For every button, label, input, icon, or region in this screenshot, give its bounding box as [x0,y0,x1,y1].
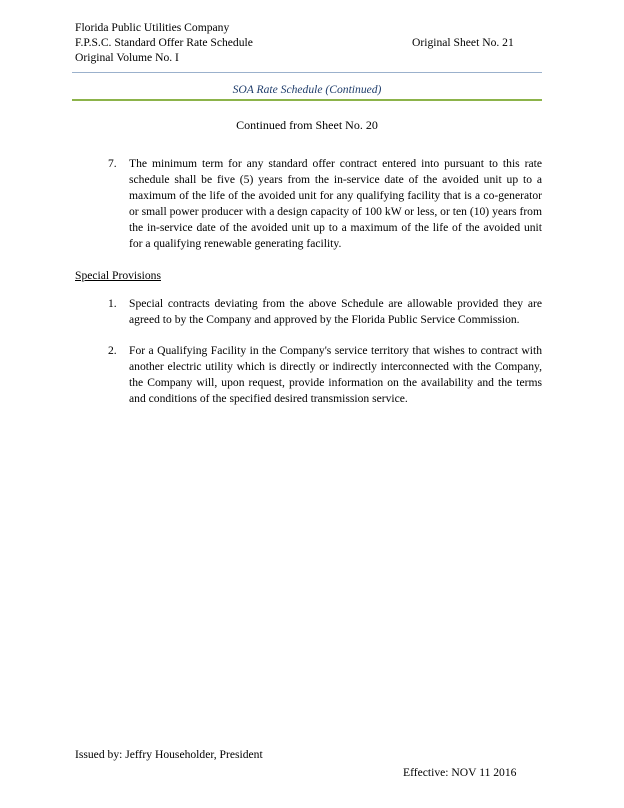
provision-item-number: 1. [108,297,117,310]
issued-by: Issued by: Jeffry Householder, President [75,748,263,761]
sheet-number: Original Sheet No. 21 [412,36,514,49]
provision-item [108,296,542,330]
continued-note: Continued from Sheet No. 20 [236,118,378,132]
header-divider [72,72,542,73]
term-item-text: The minimum term for any standard offer contract entered into pursuant to this rate schedule shall be five (5) years from the in-service date of the avoided unit up to a maximum of the life of the avoided unit for any qualifying facility that is a co-generator or small power producer with a design capacity of 100 kW or less, or ten (10) years from the in-service date of the avoided unit up to a maximum of the life of the avoided unit for a qualifying renewable generating facility. [129,157,542,250]
rate-schedule-title: F.P.S.C. Standard Offer Rate Schedule [75,36,253,49]
provision-item-number: 2. [108,344,117,357]
special-provisions-heading: Special Provisions [75,269,161,282]
provision-item-text: For a Qualifying Facility in the Company's service territory that wishes to contract with another electric utility which is directly or indirectly interconnected with the Company, the Company will, upon request, provide information on the availability and the terms and conditions of the specified desired transmission service. [129,344,542,405]
term-item-number: 7. [108,157,117,170]
provision-item [108,343,542,409]
section-subheading: SOA Rate Schedule (Continued) [232,83,382,96]
term-item [108,156,542,250]
subheading-divider [72,99,542,101]
company-name: Florida Public Utilities Company [75,21,230,34]
provision-item-text: Special contracts deviating from the above Schedule are allowable provided they are agreed to by the Company and approved by the Florida Public Service Commission. [129,297,542,326]
volume-number: Original Volume No. I [75,51,179,64]
effective-date: Effective: NOV 11 2016 [403,766,517,779]
